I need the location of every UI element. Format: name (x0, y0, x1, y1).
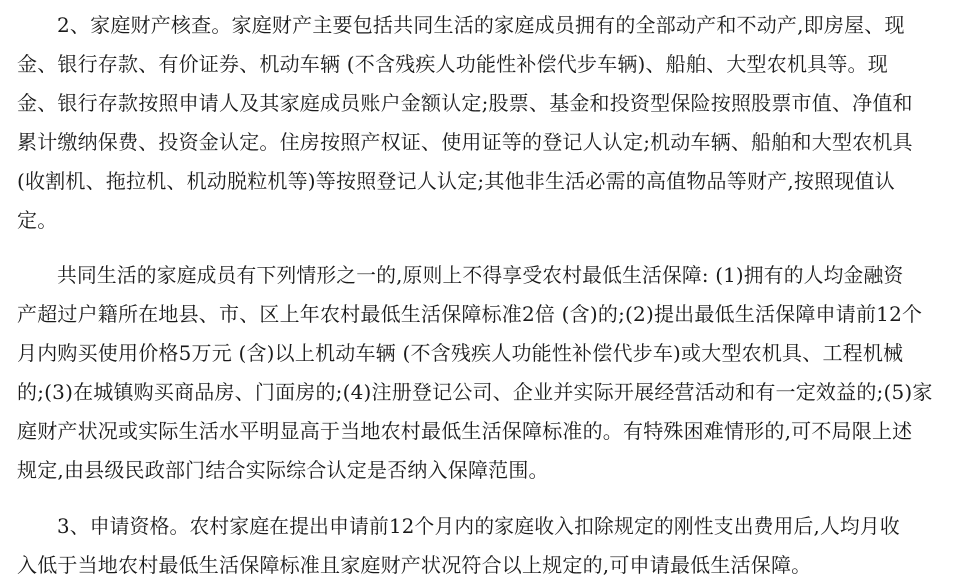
text-line: 2、家庭财产核查。家庭财产主要包括共同生活的家庭成员拥有的全部动产和不动产,即房屋、现 (57, 13, 905, 37)
text-line: 金、银行存款按照申请人及其家庭成员账户金额认定;股票、基金和投资型保险按照股票市值、净值和 (17, 91, 913, 115)
text-line: 规定,由县级民政部门结合实际综合认定是否纳入保障范围。 (17, 458, 549, 482)
text-line: 累计缴纳保费、投资金认定。住房按照产权证、使用证等的登记人认定;机动车辆、船舶和大型农机具 (17, 130, 913, 154)
paragraph-application-eligibility (17, 507, 947, 585)
text-line: 的;(3)在城镇购买商品房、门面房的;(4)注册登记公司、企业并实际开展经营活动和有一定效益的;(5)家 (17, 380, 933, 404)
text-line: 入低于当地农村最低生活保障标准且家庭财产状况符合以上规定的,可申请最低生活保障。 (17, 553, 812, 577)
text-line: (收割机、拖拉机、机动脱粒机等)等按照登记人认定;其他非生活必需的高值物品等财产,按照现值认 (17, 169, 895, 193)
text-line: 共同生活的家庭成员有下列情形之一的,原则上不得享受农村最低生活保障: (1)拥有的人均金融资 (57, 264, 904, 287)
paragraph-family-property-check (17, 6, 947, 240)
text-line: 月内购买使用价格5万元 (含)以上机动车辆 (不含残疾人功能性补偿代步车)或大型农机具、工程机械 (17, 341, 904, 365)
paragraph-exclusion-conditions (17, 256, 947, 490)
text-line: 产超过户籍所在地县、市、区上年农村最低生活保障标准2倍 (含)的;(2)提出最低生活保障申请前12个 (17, 302, 923, 326)
text-line: 定。 (17, 208, 58, 232)
text-line: 金、银行存款、有价证券、机动车辆 (不含残疾人功能性补偿代步车辆)、船舶、大型农机具等。现 (17, 52, 888, 76)
text-line: 庭财产状况或实际生活水平明显高于当地农村最低生活保障标准的。有特殊困难情形的,可不局限上述 (17, 419, 913, 443)
text-line: 3、申请资格。农村家庭在提出申请前12个月内的家庭收入扣除规定的刚性支出费用后,人均月收 (57, 515, 900, 538)
